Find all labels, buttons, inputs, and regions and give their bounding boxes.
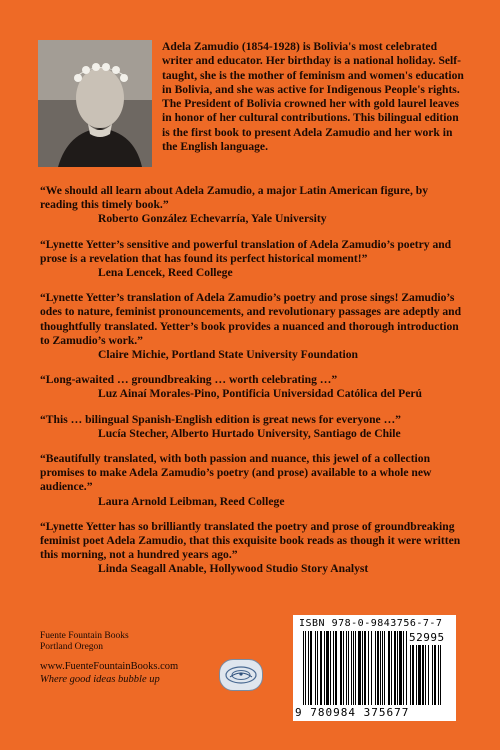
publisher-tagline: Where good ideas bubble up [40, 674, 160, 685]
endorsement-attribution: Laura Arnold Leibman, Reed College [98, 494, 285, 508]
isbn-number: ISBN 978-0-9843756-7-7 [299, 618, 443, 629]
publisher-info [40, 631, 129, 653]
fountain-logo-icon [219, 659, 263, 691]
price-barcode-bars [410, 645, 448, 705]
publisher-name: Fuente Fountain Books [40, 631, 129, 641]
endorsement [40, 184, 465, 227]
author-portrait [38, 40, 152, 167]
endorsement-attribution: Lucía Stecher, Alberto Hurtado University, Santiago de Chile [98, 426, 401, 440]
endorsement [40, 413, 465, 441]
endorsement-quote: “Lynette Yetter has so brilliantly translated the poetry and prose of groundbreaking feminist poet Adela Zamudio, that this exquisite book reads as though it were written this morning, not a hundred years ago.” [40, 519, 461, 562]
endorsement-attribution: Lena Lencek, Reed College [98, 266, 233, 280]
price-code: 52995 [409, 631, 445, 644]
endorsement [40, 238, 465, 281]
endorsement-quote: “This … bilingual Spanish-English edition is great news for everyone …” [40, 412, 401, 426]
endorsement-quote: “Beautifully translated, with both passion and nuance, this jewel of a collection promises to make Adela Zamudio’s poetry (and prose) available to a whole new audience.” [40, 452, 432, 494]
endorsement [40, 452, 465, 509]
author-bio: Adela Zamudio (1854-1928) is Bolivia's most celebrated writer and educator. Her birthday is a national holiday. Self-taught, she is the mother of feminism and women's education in Bolivia, and she was active for Indigenous People's rights. The President of Bolivia crowned her with gold laurel leaves in honor of her cultural contributions. This bilingual edition is the first book to present Adela Zamudio and her work in the English language. [162, 40, 464, 154]
endorsement-attribution: Roberto González Echevarría, Yale University [98, 212, 327, 226]
ean-digits: 9 780984 375677 [295, 706, 410, 719]
endorsement [40, 373, 465, 401]
endorsement [40, 291, 465, 362]
endorsement-quote: “We should all learn about Adela Zamudio, a major Latin American figure, by reading this timely book.” [40, 184, 428, 212]
isbn-barcode [293, 615, 456, 721]
endorsement-quote: “Lynette Yetter’s sensitive and powerful translation of Adela Zamudio’s poetry and prose is a revelation that has found its perfect historical moment!” [40, 237, 452, 265]
publisher-website: www.FuenteFountainBooks.com [40, 661, 179, 672]
author-portrait-photo-icon [38, 40, 152, 167]
publisher-location: Portland Oregon [40, 642, 104, 652]
endorsement-quote: “Long-awaited … groundbreaking … worth celebrating …” [40, 373, 338, 387]
endorsement-attribution: Luz Ainaí Morales-Pino, Pontificia Universidad Católica del Perú [98, 387, 422, 401]
endorsements [40, 184, 465, 588]
endorsement-attribution: Linda Seagall Anable, Hollywood Studio Story Analyst [98, 562, 369, 576]
endorsement-attribution: Claire Michie, Portland State University Foundation [98, 348, 358, 362]
endorsement [40, 520, 465, 577]
ean-barcode-bars [303, 631, 407, 705]
endorsement-quote: “Lynette Yetter’s translation of Adela Zamudio’s poetry and prose sings! Zamudio’s odes to nature, feminist pronouncements, and revolutionary passages are adeptly and thoughtfully translated. Yetter’s book provides a nuanced and thorough introduction to Zamudio’s work.” [40, 291, 462, 347]
